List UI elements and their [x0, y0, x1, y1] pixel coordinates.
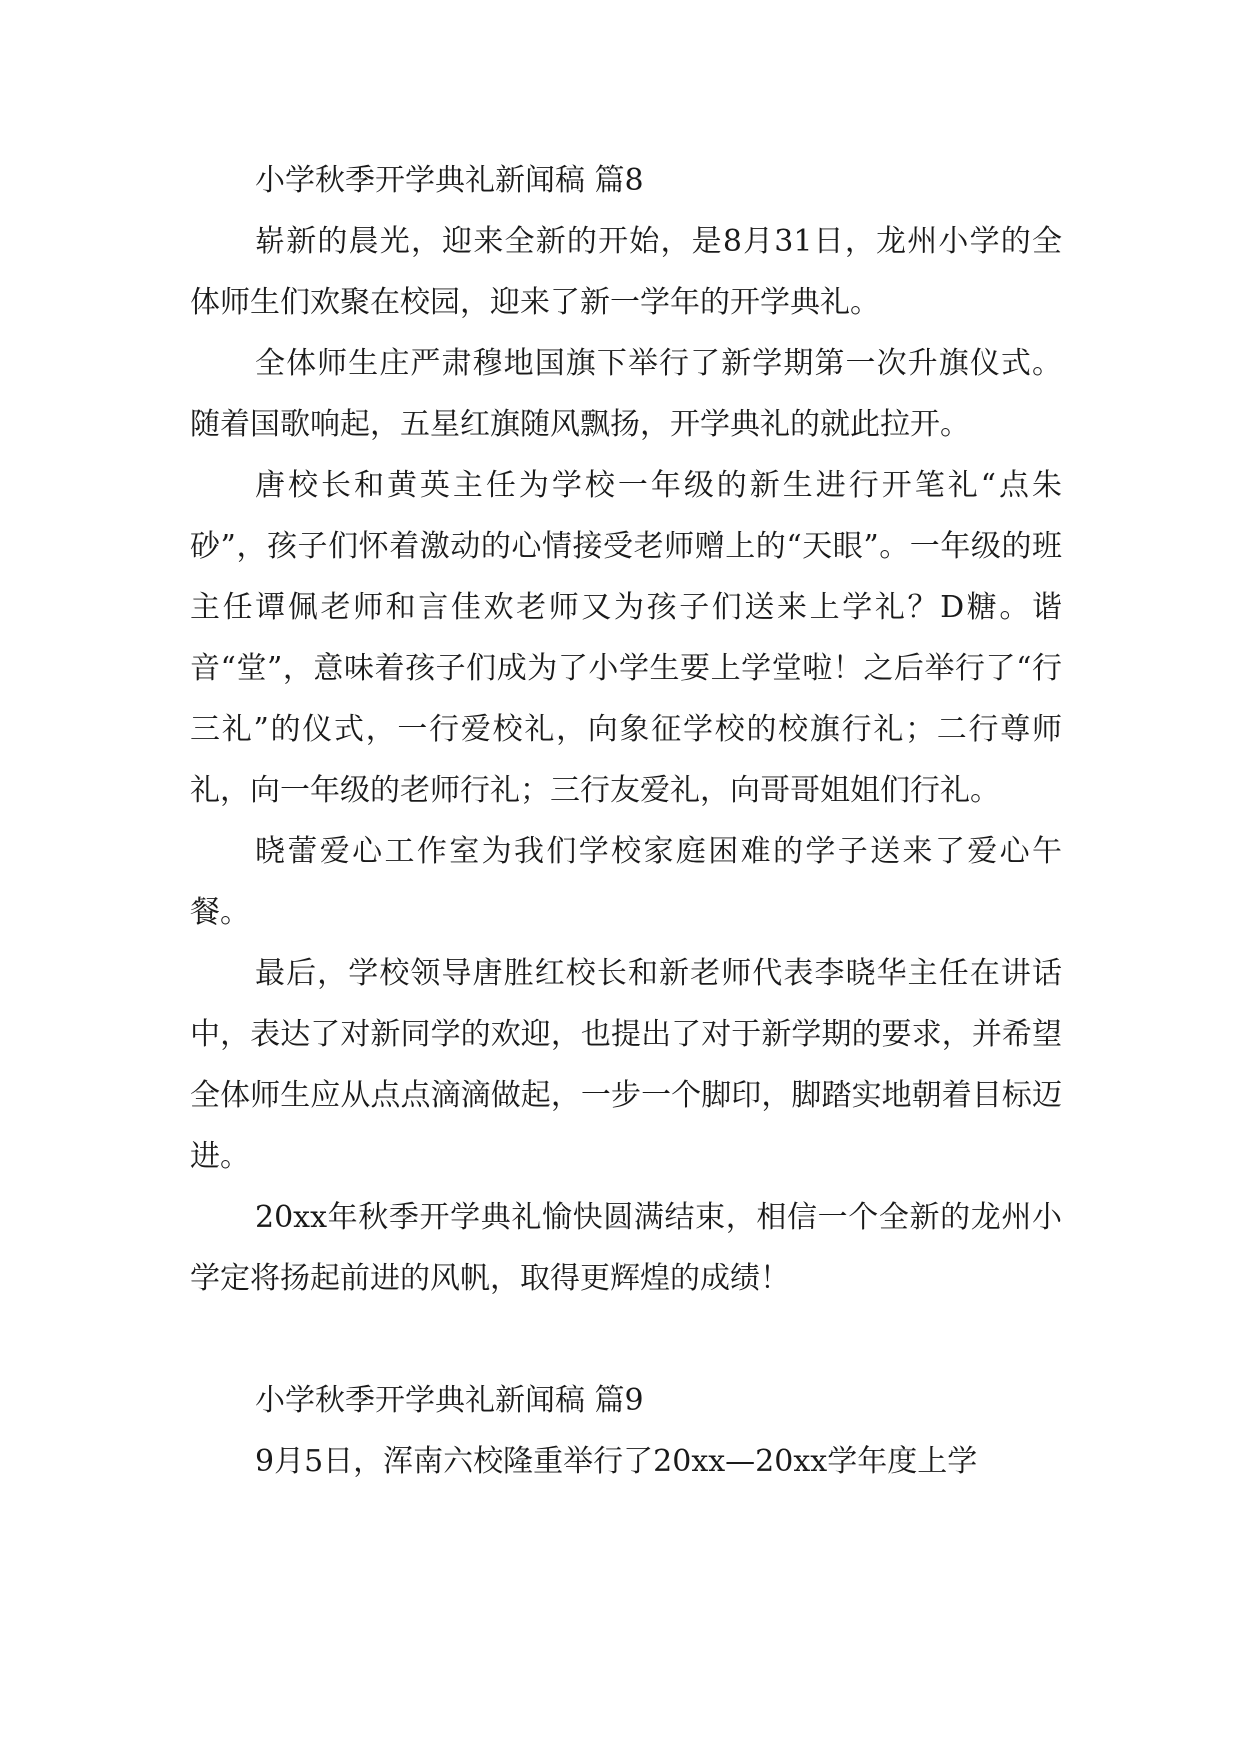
article-8-paragraph: 最后，学校领导唐胜红校长和新老师代表李晓华主任在讲话中，表达了对新同学的欢迎，也提出了对于新学期的要求，并希望全体师生应从点点滴滴做起，一步一个脚印，脚踏实地朝着目标迈进。 [190, 956, 1062, 1174]
article-9-heading: 小学秋季开学典礼新闻稿 篇9 [255, 1383, 644, 1418]
article-8-heading: 小学秋季开学典礼新闻稿 篇8 [255, 163, 644, 198]
article-8-paragraph: 20xx年秋季开学典礼愉快圆满结束，相信一个全新的龙州小学定将扬起前进的风帆，取得更辉煌的成绩！ [190, 1200, 1062, 1296]
article-8-paragraph: 晓蕾爱心工作室为我们学校家庭困难的学子送来了爱心午餐。 [190, 834, 1062, 930]
article-8-paragraph: 唐校长和黄英主任为学校一年级的新生进行开笔礼“点朱砂”，孩子们怀着激动的心情接受老师赠上的“天眼”。一年级的班主任谭佩老师和言佳欢老师又为孩子们送来上学礼？D糖。谐音“堂”，意味着孩子们成为了小学生要上学堂啦！之后举行了“行三礼”的仪式，一行爱校礼，向象征学校的校旗行礼；二行尊师礼，向一年级的老师行礼；三行友爱礼，向哥哥姐姐们行礼。 [190, 468, 1062, 808]
section-spacer [190, 1309, 1062, 1370]
document-body [190, 150, 1062, 1492]
article-9-paragraph: 9月5日，浑南六校隆重举行了20xx—20xx学年度上学 [255, 1444, 978, 1479]
article-8-paragraph: 全体师生庄严肃穆地国旗下举行了新学期第一次升旗仪式。随着国歌响起，五星红旗随风飘扬，开学典礼的就此拉开。 [190, 346, 1062, 442]
article-8-paragraph: 崭新的晨光，迎来全新的开始，是8月31日，龙州小学的全体师生们欢聚在校园，迎来了新一学年的开学典礼。 [190, 224, 1062, 320]
